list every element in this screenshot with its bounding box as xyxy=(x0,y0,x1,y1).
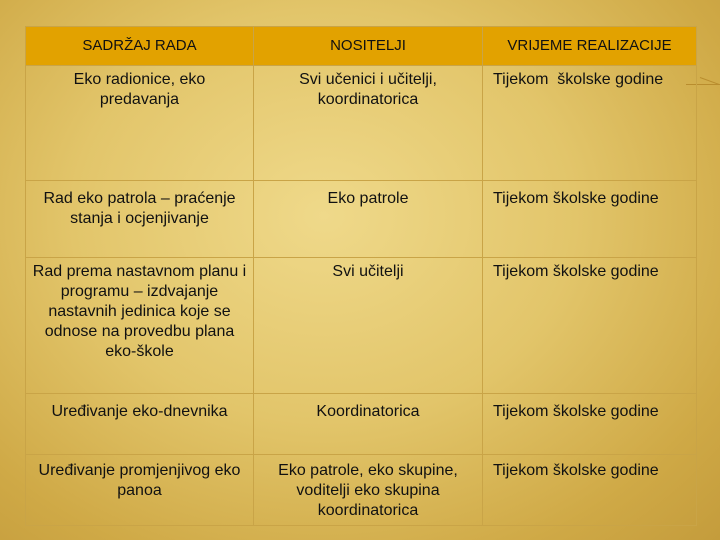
header-vrijeme-realizacije: VRIJEME REALIZACIJE xyxy=(483,27,697,66)
table-row xyxy=(26,258,697,394)
table-cell: Uređivanje promjenjivog eko panoa xyxy=(26,455,254,526)
table-cell: Tijekom školske godine xyxy=(483,66,697,181)
table-cell: Eko radionice, eko predavanja xyxy=(26,66,254,181)
activity-table xyxy=(25,26,697,526)
table-cell: Eko patrole, eko skupine, voditelji eko skupina koordinatorica xyxy=(254,455,483,526)
table-cell: Svi učenici i učitelji, koordinatorica xyxy=(254,66,483,181)
table-cell: Tijekom školske godine xyxy=(483,258,697,394)
table-header-row xyxy=(26,27,697,66)
table-cell: Uređivanje eko-dnevnika xyxy=(26,394,254,455)
table-row xyxy=(26,394,697,455)
table-cell: Svi učitelji xyxy=(254,258,483,394)
table-row xyxy=(26,181,697,258)
table-row xyxy=(26,66,697,181)
table-cell: Rad eko patrola – praćenje stanja i ocjenjivanje xyxy=(26,181,254,258)
table-cell: Tijekom školske godine xyxy=(483,455,697,526)
table-cell: Koordinatorica xyxy=(254,394,483,455)
table-cell: Tijekom školske godine xyxy=(483,181,697,258)
table-row xyxy=(26,455,697,526)
table-cell: Rad prema nastavnom planu i programu – izdvajanje nastavnih jedinica koje se odnose na provedbu plana eko-škole xyxy=(26,258,254,394)
header-sadrzaj-rada: SADRŽAJ RADA xyxy=(26,27,254,66)
table-cell: Eko patrole xyxy=(254,181,483,258)
header-nositelji: NOSITELJI xyxy=(254,27,483,66)
table-cell: Tijekom školske godine xyxy=(483,394,697,455)
